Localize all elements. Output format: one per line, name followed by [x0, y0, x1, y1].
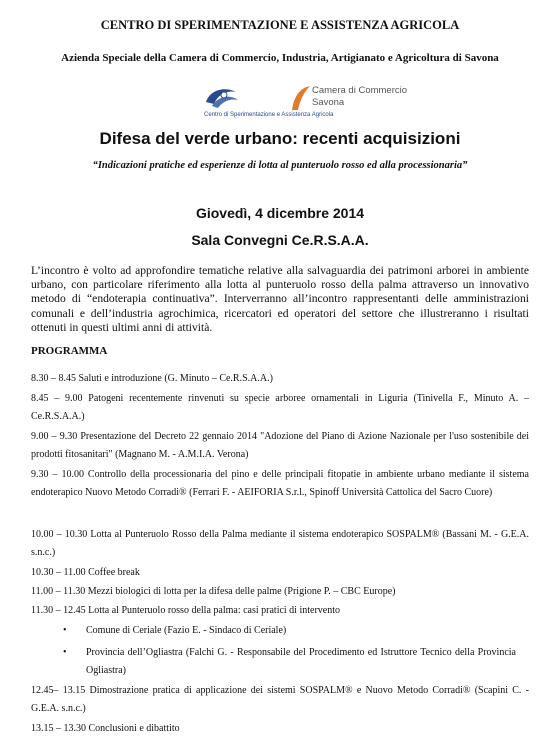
programme-item: 9.30 – 10.00 Controllo della processionaria del pino e delle principali fitopatie in ambiente urbano mediante il sistema endoterapico Nuovo Metodo Corradi® (Ferrari F. - AEIFORIA S.r.l., Spinoff Università Cattolica del Sacro Cuore) [31, 469, 529, 498]
camera-commercio-line1: Camera di Commercio [312, 85, 408, 96]
programme-item: 11.00 – 11.30 Mezzi biologici di lotta per la difesa delle palme (Prigione P. – CBC Europe) [31, 586, 396, 597]
camera-commercio-logo [290, 82, 408, 122]
programme-item: 9.00 – 9.30 Presentazione del Decreto 22 gennaio 2014 "Adozione del Piano di Azione Nazionale per l'uso sostenibile dei prodotti fitosanitari" (Magnano M. - A.M.I.A. Verona) [31, 431, 529, 460]
agency-name: Azienda Speciale della Camera di Commercio, Industria, Artigianato e Agricoltura di Savona [61, 52, 499, 64]
bullet-icon: • [63, 625, 67, 636]
logos [190, 82, 408, 122]
programme-item: 8.45 – 9.00 Patogeni recentemente rinvenuti su specie arboree ornamentali in Liguria (Tinivella F., Minuto A. – Ce.R.S.A.A.) [31, 393, 529, 422]
event-date: Giovedì, 4 dicembre 2014 [195, 205, 365, 221]
programme-subitem: Comune di Ceriale (Fazio E. - Sindaco di Ceriale) [86, 625, 287, 636]
event-venue: Sala Convegni Ce.R.S.A.A. [191, 232, 369, 248]
programme-item: 13.15 – 13.30 Conclusioni e dibattito [31, 723, 180, 734]
cersaa-logo-caption: Centro di Sperimentazione e Assistenza Agricola [204, 112, 334, 118]
programme-item: 8.30 – 8.45 Saluti e introduzione (G. Minuto – Ce.R.S.A.A.) [31, 373, 273, 384]
cersaa-logo-icon [202, 82, 242, 112]
programme-heading: PROGRAMMA [31, 345, 108, 357]
programme-item: 11.30 – 12.45 Lotta al Punteruolo rosso della palma: casi pratici di intervento [31, 605, 341, 616]
programme-item: 10.00 – 10.30 Lotta al Punteruolo Rosso della Palma mediante il sistema endoterapico SOSPALM® (Bassani M. - G.E.A. s.n.c.) [31, 529, 529, 558]
org-name: CENTRO DI SPERIMENTAZIONE E ASSISTENZA AGRICOLA [100, 18, 460, 32]
bullet-icon: • [63, 647, 67, 658]
programme-item: 10.30 – 11.00 Coffee break [31, 567, 140, 578]
camera-commercio-logo-icon [290, 84, 312, 112]
programme-subitem: Provincia dell’Ogliastra (Falchi G. - Responsabile del Procedimento ed Istruttore Tecnico della Provincia Ogliastra) [86, 647, 516, 676]
page-subtitle: “Indicazioni pratiche ed esperienze di lotta al punteruolo rosso ed alla processionaria” [92, 160, 468, 171]
programme-item: 12.45– 13.15 Dimostrazione pratica di applicazione dei sistemi SOSPALM® e Nuovo Metodo Corradi® (Scapini C. - G.E.A. s.n.c.) [31, 685, 529, 714]
intro-paragraph: L’incontro è volto ad approfondire tematiche relative alla salvaguardia dei patrimoni arborei in ambiente urbano, con particolare riferimento alla lotta al punteruolo rosso della palma attraverso un innovativo metodo di “endoterapia continuativa”. Interverranno all’incontro rappresentanti delle amministrazioni comunali e dell’industria agrochimica, ricercatori ed operatori del settore che illustreranno i risultati ottenuti in questi ultimi anni di attività. [31, 264, 529, 334]
camera-commercio-line2: Savona [312, 97, 345, 108]
page-title: Difesa del verde urbano: recenti acquisizioni [99, 129, 461, 148]
